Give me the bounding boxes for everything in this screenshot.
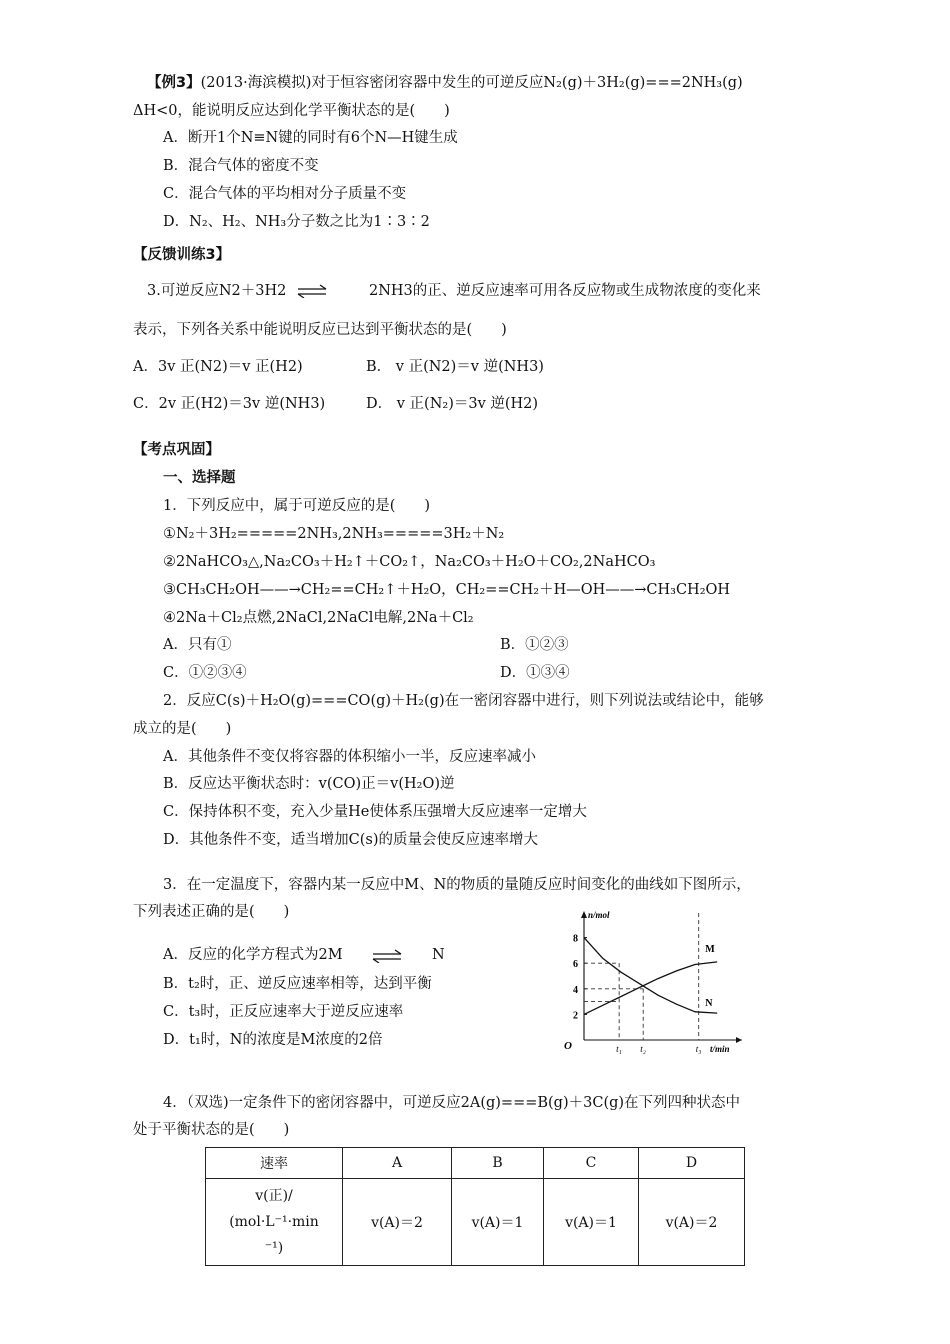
- q2-stem2: 成立的是( ): [133, 721, 232, 737]
- series-line-N: [584, 938, 717, 1014]
- q1-stem: 1．下列反应中，属于可逆反应的是( ): [163, 498, 431, 514]
- q3-option-a-text: A．反应的化学方程式为2M: [163, 947, 343, 963]
- q1-option-d: D．①③④: [500, 665, 570, 681]
- q3-stem1: 3．在一定温度下，容器内某一反应中M、N的物质的量随反应时间变化的曲线如下图所示，: [163, 877, 751, 893]
- table-header-cell: C: [544, 1148, 639, 1179]
- q3-option-a: [163, 945, 343, 965]
- table-cell: v(A)＝1: [544, 1179, 639, 1266]
- reversible-arrow-icon: [296, 284, 330, 298]
- example3-option-a: A．断开1个N≡N键的同时有6个N—H键生成: [163, 130, 458, 146]
- x-axis-arrow-icon: [736, 1037, 742, 1043]
- y-tick-label: 8: [573, 933, 578, 945]
- q1-option-b: B．①②③: [500, 637, 569, 653]
- y-tick-label: 2: [573, 1010, 578, 1022]
- feedback3-stem-part2: 2NH3的正、逆反应速率可用各反应物或生成物浓度的变化来: [369, 283, 761, 299]
- example3-stem2: ΔH<0，能说明反应达到化学平衡状态的是( ): [133, 103, 450, 119]
- y-tick-label: 6: [573, 959, 578, 971]
- origin-label: O: [564, 1040, 572, 1052]
- q3-stem2: 下列表述正确的是( ): [133, 904, 290, 920]
- example3-option-d: D．N₂、H₂、NH₃分子数之比为1∶3∶2: [163, 214, 430, 230]
- q4-stem1: 4．（双选)一定条件下的密闭容器中，可逆反应2A(g)===B(g)＋3C(g)在下列四种状态中: [163, 1095, 741, 1111]
- q2-option-b: B．反应达平衡状态时：v(CO)正＝v(H₂O)逆: [163, 776, 455, 792]
- row-label-cell: [206, 1179, 343, 1266]
- consolidation-title: 【考点巩固】: [133, 442, 220, 458]
- example3-stem: (2013·海滨模拟)对于恒容密闭容器中发生的可逆反应N₂(g)＋3H₂(g)===2NH₃(g): [200, 75, 743, 91]
- q1-item-2: ②2NaHCO₃△,Na₂CO₃＋H₂↑＋CO₂↑，Na₂CO₃＋H₂O＋CO₂,2NaHCO₃: [163, 554, 656, 570]
- table-header-cell: 速率: [206, 1148, 343, 1179]
- rate-table: [205, 1147, 745, 1266]
- feedback3-stem2: 表示，下列各关系中能说明反应已达到平衡状态的是( ): [133, 322, 507, 338]
- row-label-line: (mol·L⁻¹·min: [229, 1214, 319, 1230]
- q3-option-d: D．t₁时，N的浓度是M浓度的2倍: [163, 1032, 383, 1048]
- series-line-M: [584, 962, 717, 1015]
- example3-option-c: C．混合气体的平均相对分子质量不变: [163, 186, 407, 202]
- q3-option-c: C．t₃时，正反应速率大于逆反应速率: [163, 1004, 404, 1020]
- series-label-M: M: [705, 943, 715, 955]
- q1-item-4: ④2Na＋Cl₂点燃,2NaCl,2NaCl电解,2Na＋Cl₂: [163, 610, 474, 626]
- table-header-row: [206, 1148, 745, 1179]
- series-label-N: N: [705, 998, 713, 1010]
- y-tick-label: 4: [573, 984, 578, 996]
- reversible-arrow-icon: [371, 949, 405, 963]
- feedback3-option-c: C．2v 正(H2)＝3v 逆(NH3): [133, 396, 326, 412]
- table-cell: v(A)＝2: [343, 1179, 452, 1266]
- q2-stem1: 2．反应C(s)＋H₂O(g)===CO(g)＋H₂(g)在一密闭容器中进行，则下列说法或结论中，能够: [163, 693, 764, 709]
- q3-option-a-product: N: [432, 947, 445, 963]
- feedback3-option-a: A．3v 正(N2)＝v 正(H2): [133, 359, 303, 375]
- x-tick-label: t₁: [616, 1044, 622, 1054]
- example3-head: 【例3】: [147, 75, 201, 91]
- q2-option-a: A．其他条件不变仅将容器的体积缩小一半，反应速率减小: [163, 749, 536, 765]
- q4-stem2: 处于平衡状态的是( ): [133, 1122, 290, 1138]
- table-header-cell: D: [639, 1148, 745, 1179]
- feedback3-title: 【反馈训练3】: [133, 247, 231, 263]
- row-label-line: ⁻¹): [264, 1240, 284, 1256]
- table-header-cell: A: [343, 1148, 452, 1179]
- example3-line1: [147, 73, 743, 93]
- y-axis-arrow-icon: [581, 911, 587, 918]
- y-axis-label: n/mol: [588, 910, 610, 920]
- x-tick-label: t₂: [640, 1044, 646, 1054]
- row-label-line: v(正)/: [255, 1188, 293, 1204]
- table-cell: v(A)＝1: [452, 1179, 544, 1266]
- q1-option-c: C．①②③④: [163, 665, 247, 681]
- table-row: [206, 1179, 745, 1266]
- q1-item-1: ①N₂＋3H₂=====2NH₃,2NH₃=====3H₂＋N₂: [163, 526, 505, 542]
- feedback3-stem-part1: 3.可逆反应N2＋3H2: [147, 283, 287, 299]
- q2-option-d: D．其他条件不变，适当增加C(s)的质量会使反应速率增大: [163, 832, 538, 848]
- q1-option-a: A．只有①: [163, 637, 232, 653]
- table-cell: v(A)＝2: [639, 1179, 745, 1266]
- feedback3-option-d: D． v 正(N₂)＝3v 逆(H2): [366, 396, 539, 412]
- table-header-cell: B: [452, 1148, 544, 1179]
- section-heading: 一、选择题: [163, 470, 236, 486]
- x-axis-label: t/min: [710, 1044, 730, 1054]
- mn-chart: [560, 905, 746, 1055]
- q2-option-c: C．保持体积不变，充入少量He使体系压强增大反应速率一定增大: [163, 804, 587, 820]
- x-tick-label: t₃: [695, 1044, 702, 1054]
- example3-option-b: B．混合气体的密度不变: [163, 158, 319, 174]
- q3-option-b: B．t₂时，正、逆反应速率相等，达到平衡: [163, 976, 432, 992]
- feedback3-option-b: B． v 正(N2)＝v 逆(NH3): [366, 359, 544, 375]
- q1-item-3: ③CH₃CH₂OH——→CH₂==CH₂↑＋H₂O，CH₂==CH₂＋H—OH——→CH₃CH₂OH: [163, 582, 731, 598]
